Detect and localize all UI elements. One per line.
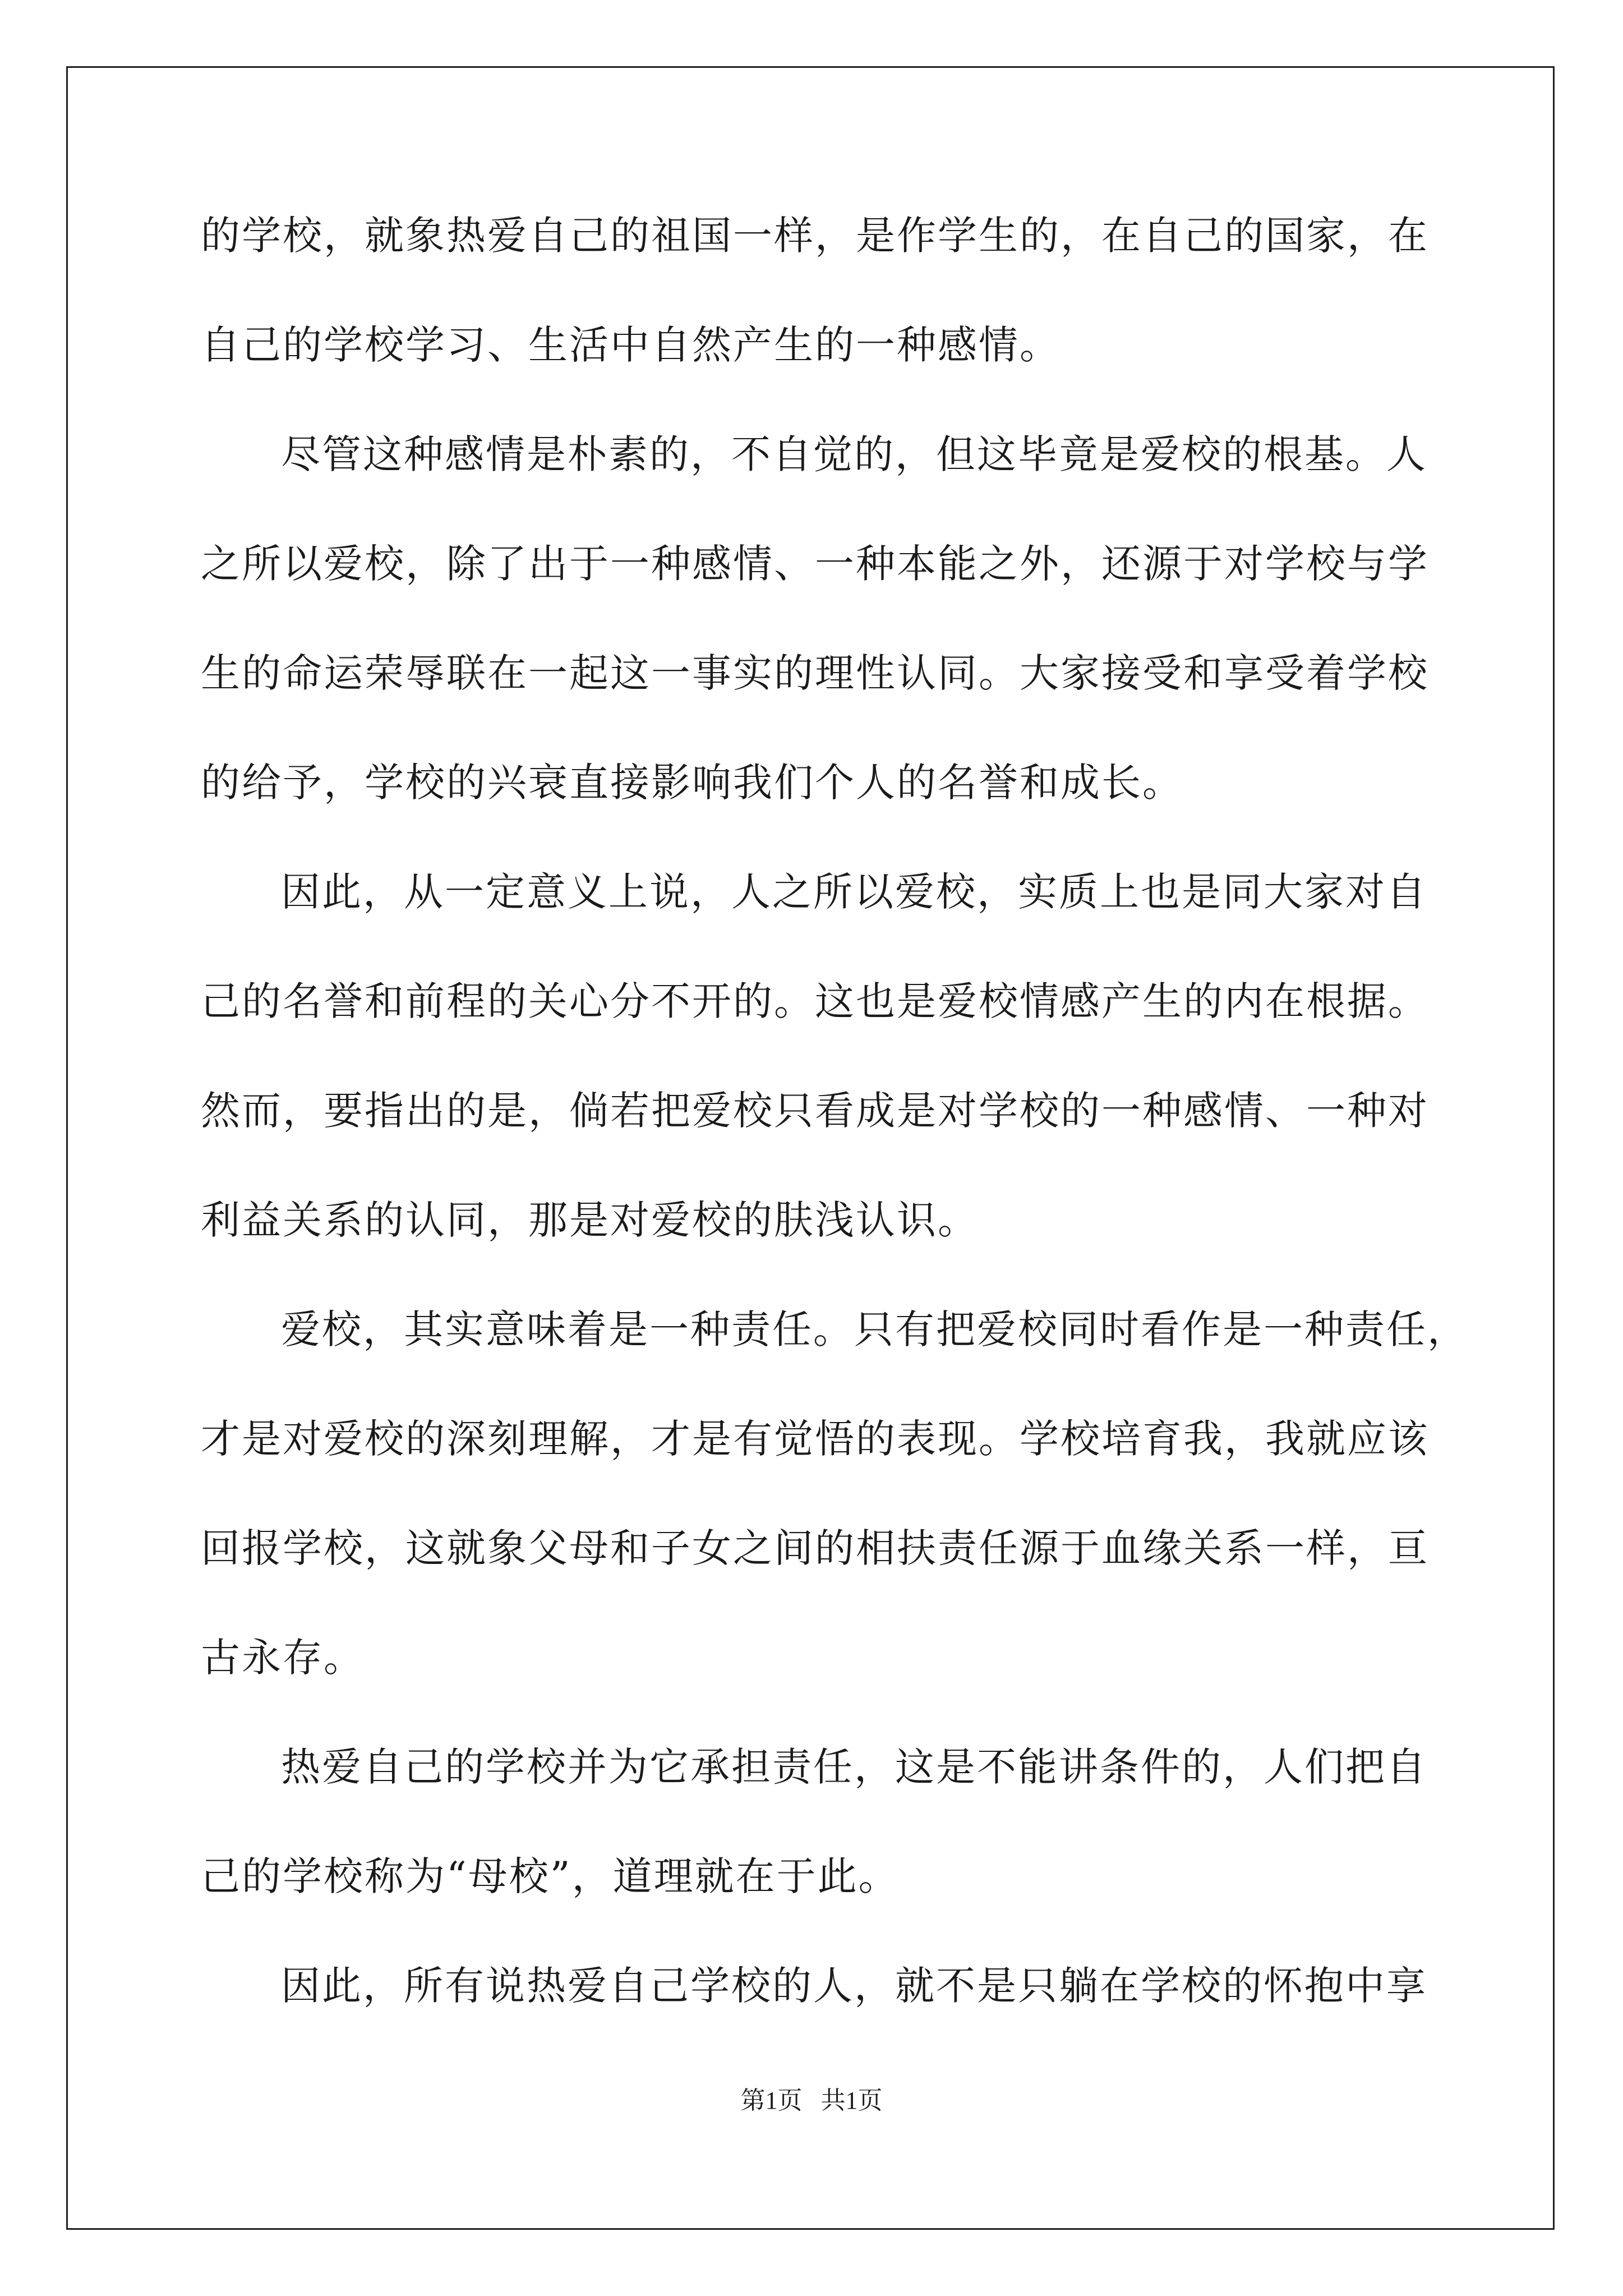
page-footer: 第1页 共1页 xyxy=(740,2087,883,2114)
text-line: 尽管这种感情是朴素的，不自觉的，但这毕竟是爱校的根基。人 xyxy=(281,431,1427,477)
text-line: 爱校，其实意味着是一种责任。只有把爱校同时看作是一种责任， xyxy=(281,1306,1468,1352)
text-line: 自己的学校学习、生活中自然产生的一种感情。 xyxy=(201,322,1061,368)
text-line: 回报学校，这就象父母和子女之间的相扶责任源于血缘关系一样，亘 xyxy=(201,1525,1429,1571)
text-line: 因此，所有说热爱自己学校的人，就不是只躺在学校的怀抱中享 xyxy=(281,1963,1427,2009)
text-line: 然而，要指出的是，倘若把爱校只看成是对学校的一种感情、一种对 xyxy=(201,1088,1429,1134)
text-line: 的学校，就象热爱自己的祖国一样，是作学生的，在自己的国家，在 xyxy=(201,213,1429,259)
text-line: 的给予，学校的兴衰直接影响我们个人的名誉和成长。 xyxy=(201,760,1183,806)
text-line: 己的名誉和前程的关心分不开的。这也是爱校情感产生的内在根据。 xyxy=(201,978,1429,1024)
text-line: 因此，从一定意义上说，人之所以爱校，实质上也是同大家对自 xyxy=(281,869,1427,915)
text-line: 古永存。 xyxy=(201,1635,365,1681)
document-body xyxy=(201,208,1468,2067)
text-line: 利益关系的认同，那是对爱校的肤浅认识。 xyxy=(201,1197,979,1243)
text-line: 生的命运荣辱联在一起这一事实的理性认同。大家接受和享受着学校 xyxy=(201,650,1429,696)
text-line: 热爱自己的学校并为它承担责任，这是不能讲条件的，人们把自 xyxy=(281,1744,1427,1790)
text-line: 之所以爱校，除了出于一种感情、一种本能之外，还源于对学校与学 xyxy=(201,541,1429,587)
text-line: 己的学校称为“母校”，道理就在于此。 xyxy=(201,1853,900,1899)
text-line: 才是对爱校的深刻理解，才是有觉悟的表现。学校培育我，我就应该 xyxy=(201,1416,1429,1462)
